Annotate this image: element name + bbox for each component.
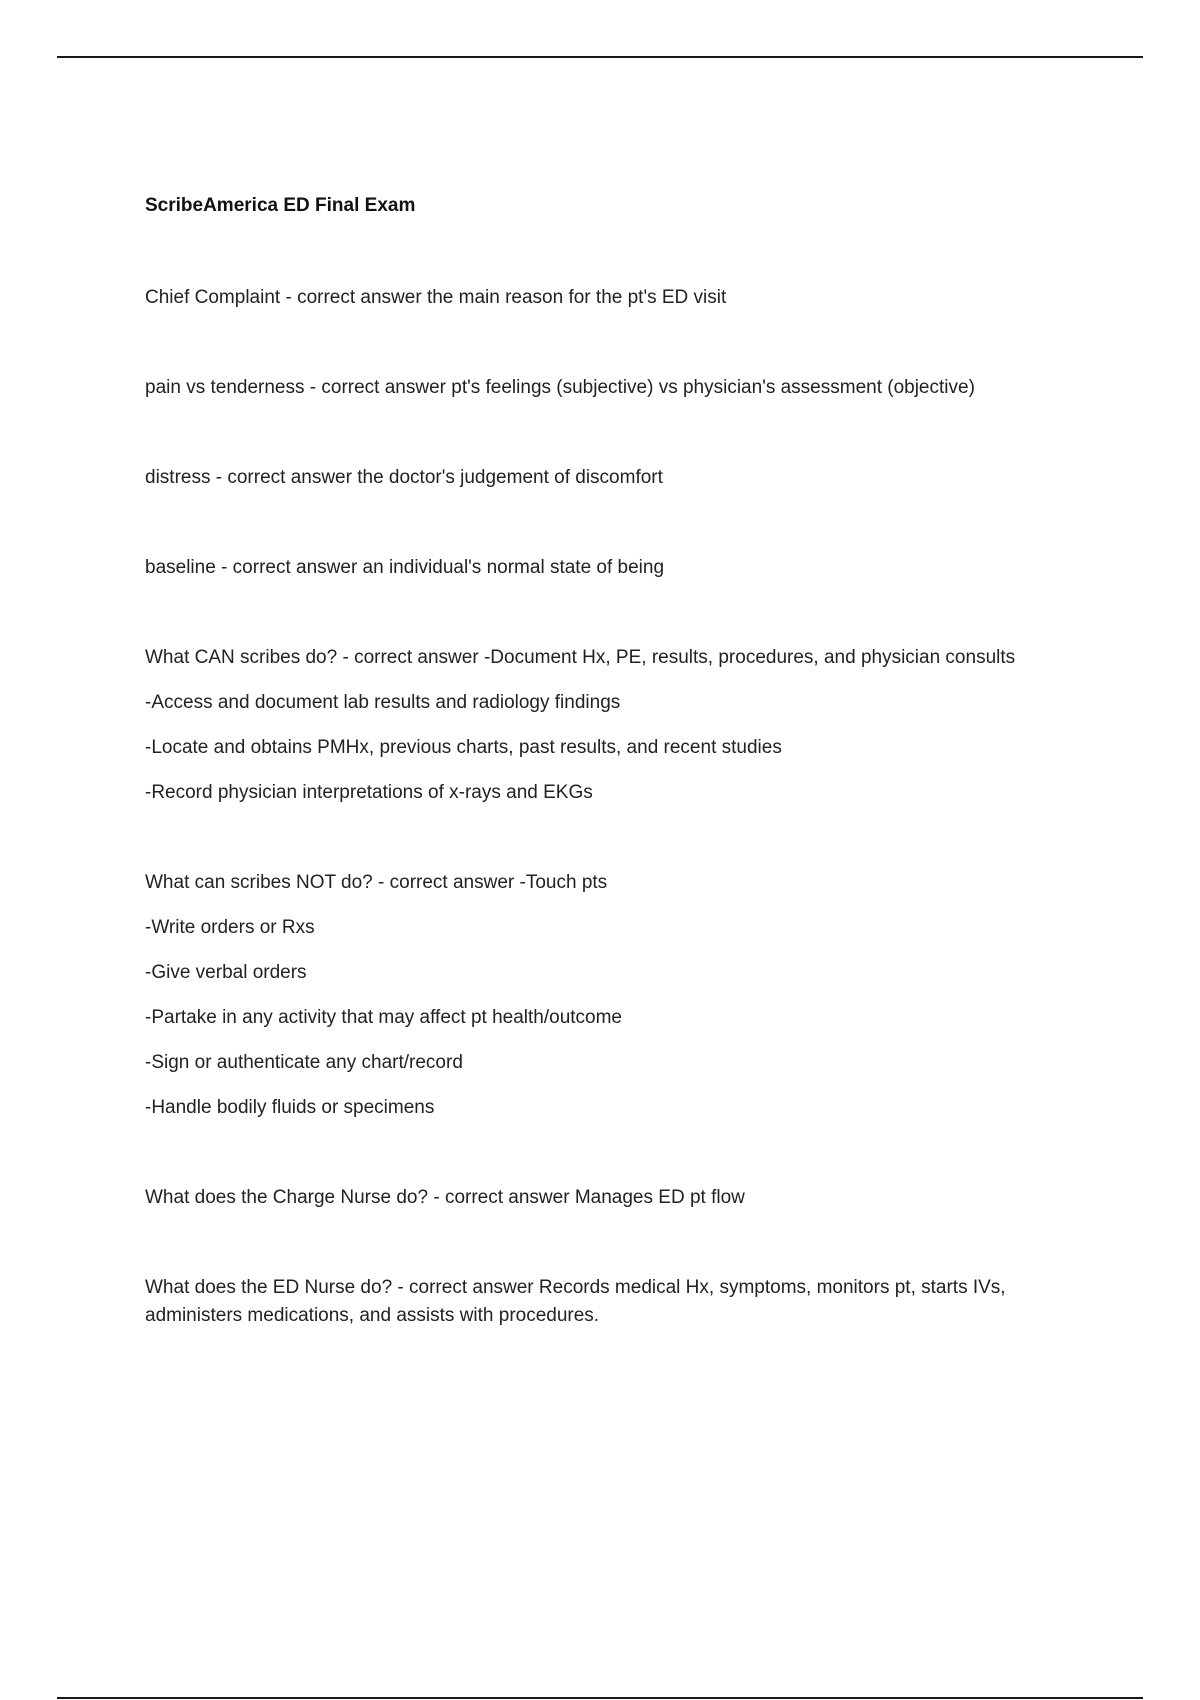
qa-answer: Manages ED pt flow <box>574 1187 745 1208</box>
qa-item-what-can-scribes-do <box>145 644 1075 807</box>
qa-term: What can scribes NOT do? <box>145 872 373 893</box>
qa-answer: an individual's normal state of being <box>362 557 665 578</box>
qa-separator: - <box>280 287 298 308</box>
qa-answer-line: -Access and document lab results and radiology findings <box>145 692 621 713</box>
qa-term: pain vs tenderness <box>145 377 305 398</box>
qa-answer-line: -Locate and obtains PMHx, previous charts, past results, and recent studies <box>145 737 782 758</box>
qa-answer-line: -Handle bodily fluids or specimens <box>145 1097 435 1118</box>
answer-marker: correct answer <box>321 377 452 398</box>
qa-item-chief-complaint <box>145 284 1075 312</box>
qa-term: distress <box>145 467 211 488</box>
qa-separator: - <box>372 872 390 893</box>
qa-line <box>145 464 1075 492</box>
header-rule <box>57 56 1143 58</box>
qa-separator: - <box>304 377 322 398</box>
qa-line <box>145 374 1075 402</box>
qa-item-distress <box>145 464 1075 492</box>
qa-term: What does the ED Nurse do? <box>145 1277 393 1298</box>
qa-separator: - <box>428 1187 445 1208</box>
document-body <box>145 190 1075 1330</box>
document-title: ScribeAmerica ED Final Exam <box>145 195 416 216</box>
qa-separator: - <box>210 467 228 488</box>
answer-marker: correct answer <box>227 467 358 488</box>
qa-item-charge-nurse <box>145 1184 1075 1212</box>
qa-item-pain-vs-tenderness <box>145 374 1075 402</box>
qa-answer-line: -Write orders or Rxs <box>145 917 315 938</box>
answer-marker: correct answer <box>232 557 363 578</box>
qa-answer-line: -Record physician interpretations of x-rays and EKGs <box>145 782 593 803</box>
answer-marker: correct answer <box>389 872 520 893</box>
qa-term: What does the Charge Nurse do? <box>145 1187 429 1208</box>
answer-marker: correct answer <box>444 1187 575 1208</box>
qa-item-what-scribes-cannot-do <box>145 869 1075 1122</box>
qa-answer-line: -Give verbal orders <box>145 962 307 983</box>
answer-marker: correct answer <box>354 647 484 668</box>
qa-separator: - <box>392 1277 410 1298</box>
qa-separator: - <box>337 647 355 668</box>
qa-line <box>145 644 1075 672</box>
qa-term: baseline <box>145 557 216 578</box>
qa-term: Chief Complaint <box>145 287 281 308</box>
qa-answer: the doctor's judgement of discomfort <box>357 467 663 488</box>
qa-item-ed-nurse <box>145 1274 1075 1330</box>
qa-item-baseline <box>145 554 1075 582</box>
qa-answer-line: -Partake in any activity that may affect pt health/outcome <box>145 1007 623 1028</box>
answer-marker: correct answer <box>297 287 427 308</box>
qa-line <box>145 284 1075 312</box>
qa-answer-line: -Sign or authenticate any chart/record <box>145 1052 463 1073</box>
qa-line <box>145 554 1075 582</box>
qa-answer: pt's feelings (subjective) vs physician's assessment (objective) <box>451 377 975 398</box>
qa-line <box>145 1184 1075 1212</box>
qa-answer: -Touch pts <box>519 872 608 893</box>
qa-term: What CAN scribes do? <box>145 647 338 668</box>
qa-line <box>145 1274 1075 1330</box>
qa-answer: the main reason for the pt's ED visit <box>426 287 727 308</box>
qa-separator: - <box>215 557 233 578</box>
answer-marker: correct answer <box>409 1277 539 1298</box>
qa-answer: -Document Hx, PE, results, procedures, and physician consults <box>483 647 1016 668</box>
qa-answer: Records medical Hx, symptoms, monitors pt, starts IVs, administers medications, and assists with procedures. <box>145 1277 1006 1326</box>
qa-line <box>145 869 1075 897</box>
footer-rule <box>57 1697 1143 1699</box>
